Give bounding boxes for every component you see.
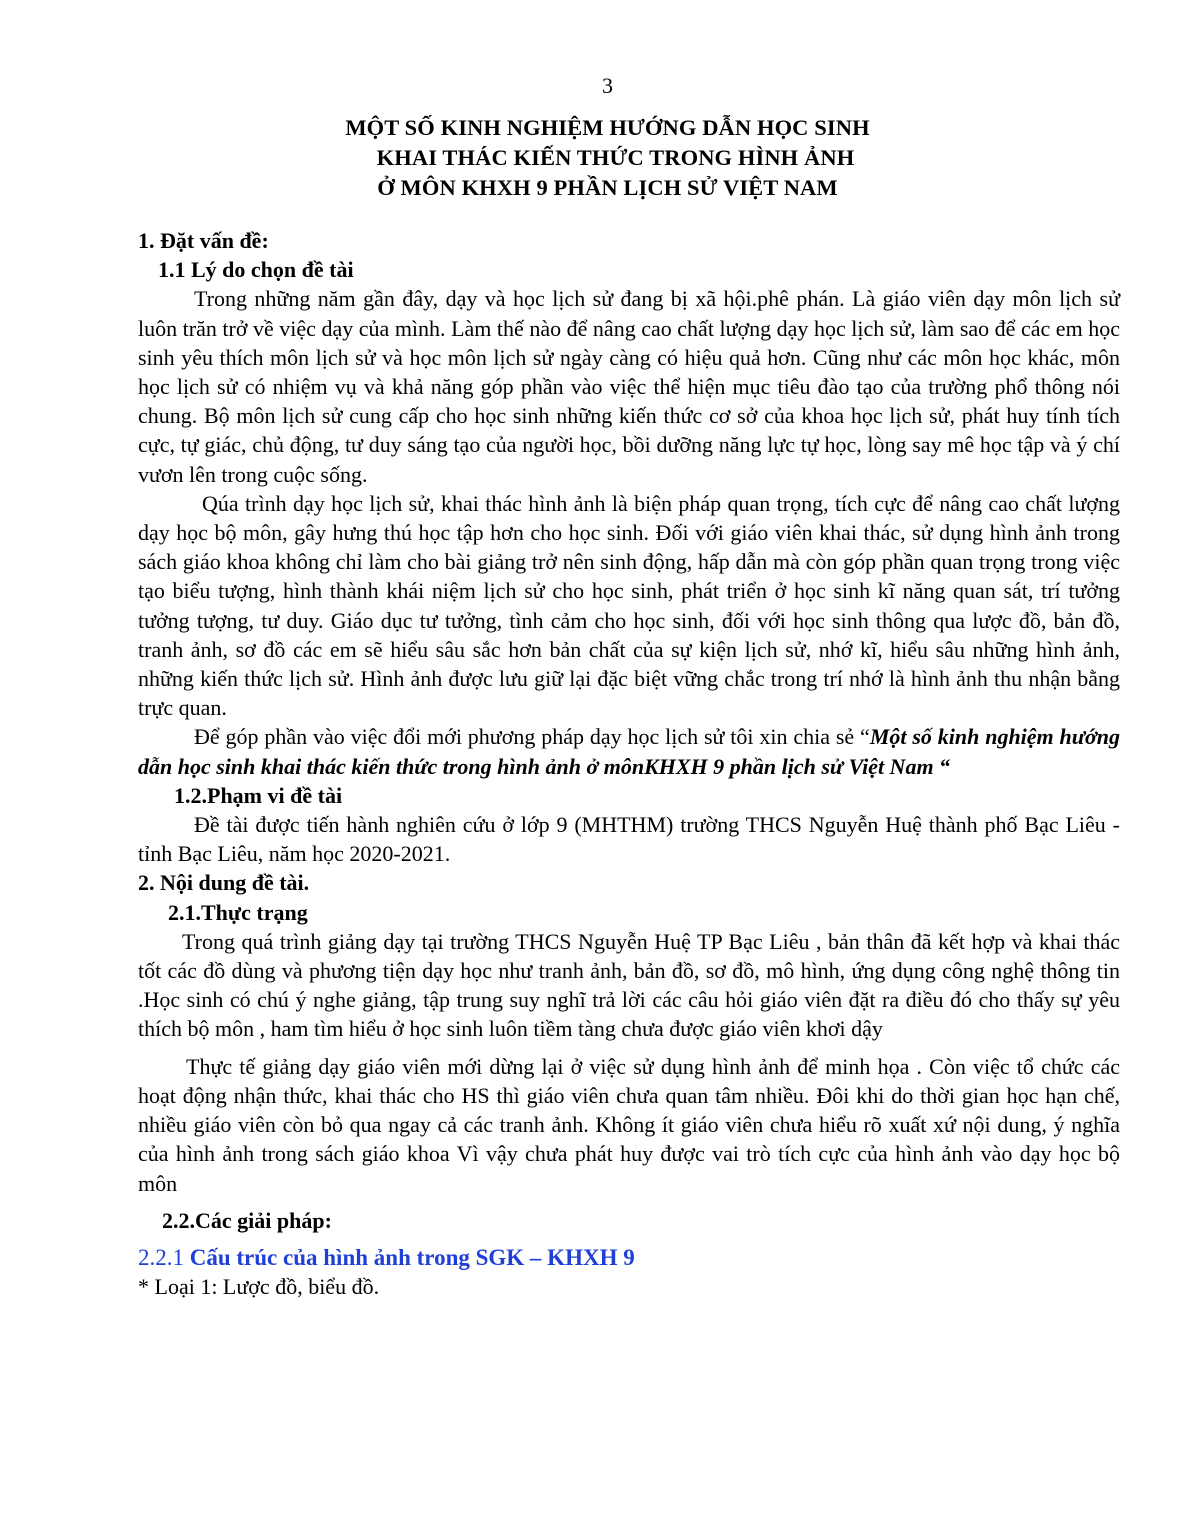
- paragraph-reason-2: Qúa trình dạy học lịch sử, khai thác hình ảnh là biện pháp quan trọng, tích cực để nâng cao chất lượng dạy học bộ môn, gây hưng thú học tập hơn cho học sinh. Đối với giáo viên khai thác, sử dụng hình ảnh trong sách giáo khoa không chỉ làm cho bài giảng trở nên sinh động, hấp dẫn mà còn góp phần quan trọng trong việc tạo biểu tượng, hình thành khái niệm lịch sử cho học sinh, phát triển ở học sinh kĩ năng quan sát, trí tưởng tưởng tượng, tư duy. Giáo dục tư tưởng, tình cảm cho học sinh, đối với học sinh thông qua lược đồ, bản đồ, tranh ảnh, sơ đồ các em sẽ hiểu sâu sắc hơn bản chất của sự kiện lịch sử, nhớ kĩ, hiểu sâu những hình ảnh, những kiến thức lịch sử. Hình ảnh được lưu giữ lại đặc biệt vững chắc trong trí nhớ là hình ảnh thu nhận bằng trực quan.: [138, 490, 1120, 721]
- section-2-2-1-number: 2.2.1: [138, 1244, 190, 1270]
- document-body: [138, 226, 1120, 1301]
- page-number: 3: [602, 73, 613, 98]
- section-1-2-heading: 1.2.Phạm vi đề tài: [174, 782, 343, 808]
- topic-title-emphasis: Một số kinh nghiệm hướng dẫn học sinh khai thác kiến thức trong hình ảnh ở mônKHXH 9 phần lịch sử Việt Nam “: [138, 724, 1120, 779]
- document-title: [0, 113, 1190, 203]
- section-1-heading: 1. Đặt vấn đề:: [138, 228, 269, 253]
- title-line-2: KHAI THÁC KIẾN THỨC TRONG HÌNH ẢNH: [376, 145, 855, 170]
- paragraph-scope: Đề tài được tiến hành nghiên cứu ở lớp 9 (MHTHM) trường THCS Nguyễn Huệ thành phố Bạc Liêu - tỉnh Bạc Liêu, năm học 2020-2021.: [138, 812, 1120, 867]
- paragraph-status-2: Thực tế giảng dạy giáo viên mới dừng lại ở việc sử dụng hình ảnh để minh họa . Còn việc tổ chức các hoạt động nhận thức, khai thác cho HS thì giáo viên chưa quan tâm nhiều. Đôi khi do thời gian học hạn chế, nhiều giáo viên còn bỏ qua ngay cả các tranh ảnh. Không ít giáo viên chưa hiểu rõ xuất xứ nội dung, ý nghĩa của hình ảnh trong sách giáo khoa Vì vậy chưa phát huy được vai trò tích cực của hình ảnh vào dạy học bộ môn: [138, 1053, 1120, 1196]
- section-2-2-1-title: Cấu trúc của hình ảnh trong SGK – KHXH 9: [189, 1244, 635, 1270]
- section-2-2-heading: 2.2.Các giải pháp:: [162, 1207, 332, 1233]
- title-line-3: Ở MÔN KHXH 9 PHẦN LỊCH SỬ VIỆT NAM: [377, 175, 838, 200]
- title-line-1: MỘT SỐ KINH NGHIỆM HƯỚNG DẪN HỌC SINH: [345, 115, 870, 140]
- paragraph-reason-3: [138, 722, 1120, 780]
- paragraph-reason-3-text: Để góp phần vào việc đổi mới phương pháp dạy học lịch sử tôi xin chia sẻ “: [194, 724, 870, 750]
- section-2-2-1-heading: [138, 1243, 1120, 1272]
- section-2-heading: 2. Nội dung đề tài.: [138, 870, 310, 896]
- list-item-type-1: * Loại 1: Lược đồ, biểu đồ.: [138, 1274, 380, 1300]
- section-2-1-heading: 2.1.Thực trạng: [168, 899, 308, 925]
- section-1-1-heading: 1.1 Lý do chọn đề tài: [158, 257, 354, 283]
- paragraph-reason-1: Trong những năm gần đây, dạy và học lịch sử đang bị xã hội.phê phán. Là giáo viên dạy môn lịch sử luôn trăn trở về việc dạy của mình. Làm thế nào để nâng cao chất lượng dạy học lịch sử, làm sao để các em học sinh yêu thích môn lịch sử và học môn lịch sử ngày càng có hiệu quả hơn. Cũng như các môn học khác, môn học lịch sử có nhiệm vụ và khả năng góp phần vào việc thể hiện mục tiêu đào tạo của trường phổ thông nói chung. Bộ môn lịch sử cung cấp cho học sinh những kiến thức cơ sở của khoa học lịch sử, phát huy tính tích cực, tự giác, chủ động, tư duy sáng tạo của người học, bồi dưỡng năng lực tự học, lòng say mê học tập và ý chí vươn lên trong cuộc sống.: [138, 286, 1120, 487]
- paragraph-status-1: Trong quá trình giảng dạy tại trường THCS Nguyễn Huệ TP Bạc Liêu , bản thân đã kết hợp và khai thác tốt các đồ dùng và phương tiện dạy học như tranh ảnh, bản đồ, sơ đồ, mô hình, ứng dụng công nghệ thông tin .Học sinh có chú ý nghe giảng, tập trung suy nghĩ trả lời các câu hỏi giáo viên đặt ra điều đó cho thấy sự yêu thích bộ môn , ham tìm hiểu ở học sinh luôn tiềm tàng chưa được giáo viên khơi dậy: [138, 928, 1120, 1042]
